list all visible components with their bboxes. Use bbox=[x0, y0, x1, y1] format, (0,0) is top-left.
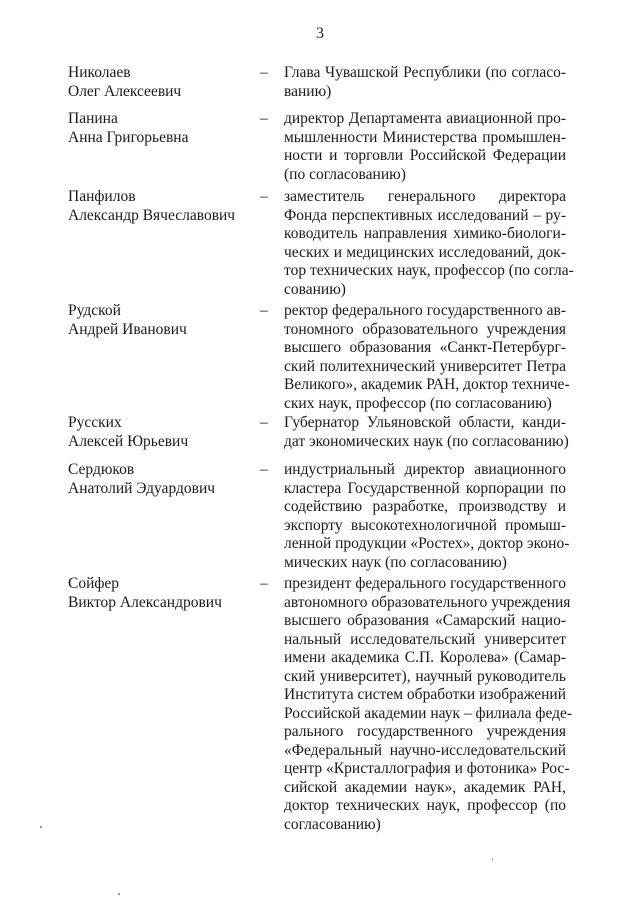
person-name bbox=[68, 64, 258, 101]
entry-dash: – bbox=[260, 302, 268, 319]
person-name bbox=[68, 110, 258, 147]
person-given-name: Виктор Александрович bbox=[68, 593, 222, 611]
description-line: доктор технических наук, профессор (по bbox=[284, 797, 566, 814]
person-surname: Рудской bbox=[68, 302, 121, 319]
description-line: сованию) bbox=[284, 280, 346, 298]
description-line: имени академика С.П. Королева» (Самар- bbox=[284, 649, 566, 666]
description-line: мических наук (по согласованию) bbox=[284, 553, 507, 571]
description-line: Великого», академик РАН, доктор техниче- bbox=[284, 376, 570, 393]
description-line: Фонда перспективных исследований – ру- bbox=[284, 206, 566, 224]
person-given-name: Анна Григорьевна bbox=[68, 128, 189, 146]
person-given-name: Олег Алексеевич bbox=[68, 82, 182, 100]
person-given-name: Анатолий Эдуардович bbox=[68, 479, 216, 497]
description-line: президент федерального государственного bbox=[284, 575, 566, 592]
description-line: экспорту высокотехнологичной промыш- bbox=[284, 516, 566, 534]
person-given-name: Андрей Иванович bbox=[68, 320, 187, 338]
description-line: Глава Чувашской Республики (по согласо- bbox=[284, 64, 566, 81]
person-given-name: Александр Вячеславович bbox=[68, 206, 236, 224]
scan-speck bbox=[492, 858, 493, 860]
description-line: ский университет), научный руководитель bbox=[284, 667, 566, 685]
description-line: автономного образовательного учреждения bbox=[284, 593, 571, 611]
description-line: согласованию) bbox=[284, 815, 381, 833]
description-line: ководитель направления химико-биологи- bbox=[284, 225, 566, 242]
entry-dash: – bbox=[260, 461, 268, 478]
position-description bbox=[284, 414, 569, 451]
description-line: (по согласованию) bbox=[284, 165, 406, 183]
description-line: тономного образовательного учреждения bbox=[284, 320, 566, 338]
person-name bbox=[68, 414, 258, 451]
description-line: высшего образования «Санкт-Петербург- bbox=[284, 339, 566, 356]
description-line: рального государственного учреждения bbox=[284, 723, 566, 740]
description-line: «Федеральный научно-исследовательский bbox=[284, 741, 566, 759]
entry-dash: – bbox=[260, 414, 268, 431]
description-line: ванию) bbox=[284, 82, 332, 100]
description-line: индустриальный директор авиационного bbox=[284, 461, 566, 478]
person-name bbox=[68, 575, 258, 612]
description-line: ности и торговли Российской Федерации bbox=[284, 147, 566, 164]
position-description bbox=[284, 188, 574, 299]
person-surname: Сердюков bbox=[68, 461, 135, 478]
description-line: дат экономических наук (по согласованию) bbox=[284, 432, 569, 450]
person-given-name: Алексей Юрьевич bbox=[68, 432, 189, 450]
person-surname: Сойфер bbox=[68, 575, 120, 592]
description-line: ческих и медицинских исследований, док- bbox=[284, 243, 566, 261]
description-line: высшего образования «Самарский нацио- bbox=[284, 612, 566, 629]
description-line: тор технических наук, профессор (по согла- bbox=[284, 262, 574, 279]
description-line: директор Департамента авиационной про- bbox=[284, 110, 566, 127]
description-line: центр «Кристаллография и фотоника» Рос- bbox=[284, 760, 570, 777]
entry-dash: – bbox=[260, 64, 268, 81]
person-surname: Русских bbox=[68, 414, 122, 431]
entry-dash: – bbox=[260, 188, 268, 205]
position-description bbox=[284, 64, 566, 101]
description-line: Института систем обработки изображений bbox=[284, 686, 566, 703]
description-line: Губернатор Ульяновской области, канди- bbox=[284, 414, 566, 431]
description-line: нальный исследовательский университет bbox=[284, 630, 566, 648]
person-name bbox=[68, 188, 258, 225]
entry-dash: – bbox=[260, 110, 268, 127]
person-name bbox=[68, 461, 258, 498]
description-line: ских наук, профессор (по согласованию) bbox=[284, 394, 552, 412]
position-description bbox=[284, 110, 566, 184]
description-line: Российской академии наук – филиала феде- bbox=[284, 704, 573, 722]
entry-dash: – bbox=[260, 575, 268, 592]
position-description bbox=[284, 575, 573, 834]
position-description bbox=[284, 302, 570, 413]
page-number: 3 bbox=[316, 25, 324, 42]
person-name bbox=[68, 302, 258, 339]
description-line: содействию разработке, производству и bbox=[284, 498, 566, 515]
description-line: ректор федерального государственного ав- bbox=[284, 302, 566, 319]
person-surname: Николаев bbox=[68, 64, 131, 81]
scan-speck bbox=[118, 893, 120, 895]
description-line: мышленности Министерства промышлен- bbox=[284, 128, 566, 146]
person-surname: Панина bbox=[68, 110, 118, 127]
scan-speck bbox=[40, 826, 42, 828]
description-line: кластера Государственной корпорации по bbox=[284, 479, 566, 497]
description-line: сийской академии наук», академик РАН, bbox=[284, 778, 566, 796]
description-line: заместитель генерального директора bbox=[284, 188, 566, 205]
description-line: ленной продукции «Ростех», доктор эконо- bbox=[284, 535, 570, 552]
description-line: ский политехнический университет Петра bbox=[284, 357, 566, 375]
person-surname: Панфилов bbox=[68, 188, 136, 205]
position-description bbox=[284, 461, 570, 572]
